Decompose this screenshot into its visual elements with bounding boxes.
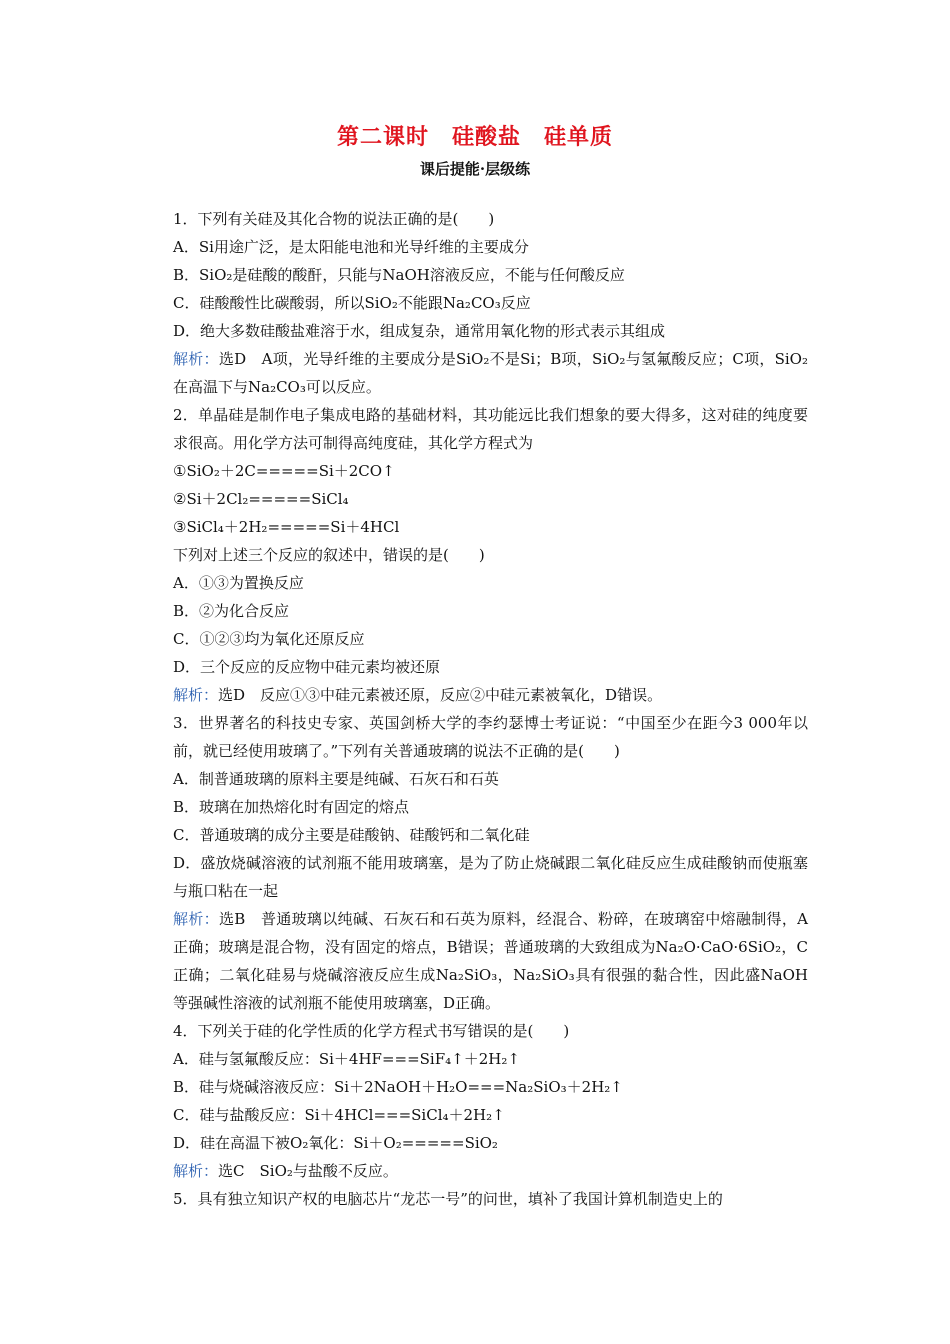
reaction-3: ③SiCl₄＋2H₂=====Si＋4HCl [173,518,400,536]
option-2c: C．①②③均为氧化还原反应 [173,630,365,648]
question-4: 4．下列关于硅的化学性质的化学方程式书写错误的是( ) [173,1022,570,1040]
option-4b: B．硅与烧碱溶液反应：Si＋2NaOH＋H₂O===Na₂SiO₃＋2H₂↑ [173,1078,623,1096]
question-2-stem: 下列对上述三个反应的叙述中，错误的是( ) [173,546,485,564]
answer-2 [143,681,808,709]
reaction-2: ②Si＋2Cl₂=====SiCl₄ [173,490,349,508]
question-3: 3．世界著名的科技史专家、英国剑桥大学的李约瑟博士考证说：“中国至少在距今3 000年以前，就已经使用玻璃了。”下列有关普通玻璃的说法不正确的是( ) [173,714,808,760]
page-title: 第二课时 硅酸盐 硅单质 [336,124,613,150]
answer-text: 选D A项，光导纤维的主要成分是SiO₂不是Si；B项，SiO₂与氢氟酸反应；C项，SiO₂在高温下与Na₂CO₃可以反应。 [173,350,808,396]
option-4a: A．硅与氢氟酸反应：Si＋4HF===SiF₄↑＋2H₂↑ [173,1050,520,1068]
option-1c: C．硅酸酸性比碳酸弱，所以SiO₂不能跟Na₂CO₃反应 [173,294,531,312]
page-subtitle: 课后提能·层级练 [419,160,531,178]
option-2a: A．①③为置换反应 [173,574,304,592]
answer-3 [143,905,808,1017]
question-body [143,205,808,1213]
option-4c: C．硅与盐酸反应：Si＋4HCl===SiCl₄＋2H₂↑ [173,1106,505,1124]
answer-label: 解析： [173,686,219,704]
question-5: 5．具有独立知识产权的电脑芯片“龙芯一号”的问世，填补了我国计算机制造史上的 [173,1190,723,1208]
option-2d: D．三个反应的反应物中硅元素均被还原 [173,658,441,676]
option-3b: B．玻璃在加热熔化时有固定的熔点 [173,798,410,816]
option-3a: A．制普通玻璃的原料主要是纯碱、石灰石和石英 [173,770,499,788]
answer-4 [143,1157,808,1185]
option-3c: C．普通玻璃的成分主要是硅酸钠、硅酸钙和二氧化硅 [173,826,530,844]
option-1b: B．SiO₂是硅酸的酸酐，只能与NaOH溶液反应，不能与任何酸反应 [173,266,625,284]
option-1a: A．Si用途广泛，是太阳能电池和光导纤维的主要成分 [173,238,529,256]
answer-label: 解析： [173,910,219,928]
question-1: 1．下列有关硅及其化合物的说法正确的是( ) [173,210,495,228]
option-4d: D．硅在高温下被O₂氧化：Si＋O₂=====SiO₂ [173,1134,498,1152]
answer-text: 选B 普通玻璃以纯碱、石灰石和石英为原料，经混合、粉碎，在玻璃窑中熔融制得，A正确；玻璃是混合物，没有固定的熔点，B错误；普通玻璃的大致组成为Na₂O·CaO·6SiO₂，C正确；二氧化硅易与烧碱溶液反应生成Na₂SiO₃，Na₂SiO₃具有很强的黏合性，因此盛NaOH等强碱性溶液的试剂瓶不能使用玻璃塞，D正确。 [173,910,808,1012]
answer-label: 解析： [173,350,219,368]
answer-label: 解析： [173,1162,219,1180]
answer-text: 选D 反应①③中硅元素被还原，反应②中硅元素被氧化，D错误。 [218,686,663,704]
answer-text: 选C SiO₂与盐酸不反应。 [218,1162,398,1180]
question-2: 2．单晶硅是制作电子集成电路的基础材料，其功能远比我们想象的要大得多，这对硅的纯度要求很高。用化学方法可制得高纯度硅，其化学方程式为 [173,406,808,452]
option-1d: D．绝大多数硅酸盐难溶于水，组成复杂，通常用氧化物的形式表示其组成 [173,322,666,340]
answer-1 [143,345,808,401]
reaction-1: ①SiO₂＋2C=====Si＋2CO↑ [173,462,395,480]
option-2b: B．②为化合反应 [173,602,290,620]
option-3d: D．盛放烧碱溶液的试剂瓶不能用玻璃塞，是为了防止烧碱跟二氧化硅反应生成硅酸钠而使瓶塞与瓶口粘在一起 [173,854,808,900]
